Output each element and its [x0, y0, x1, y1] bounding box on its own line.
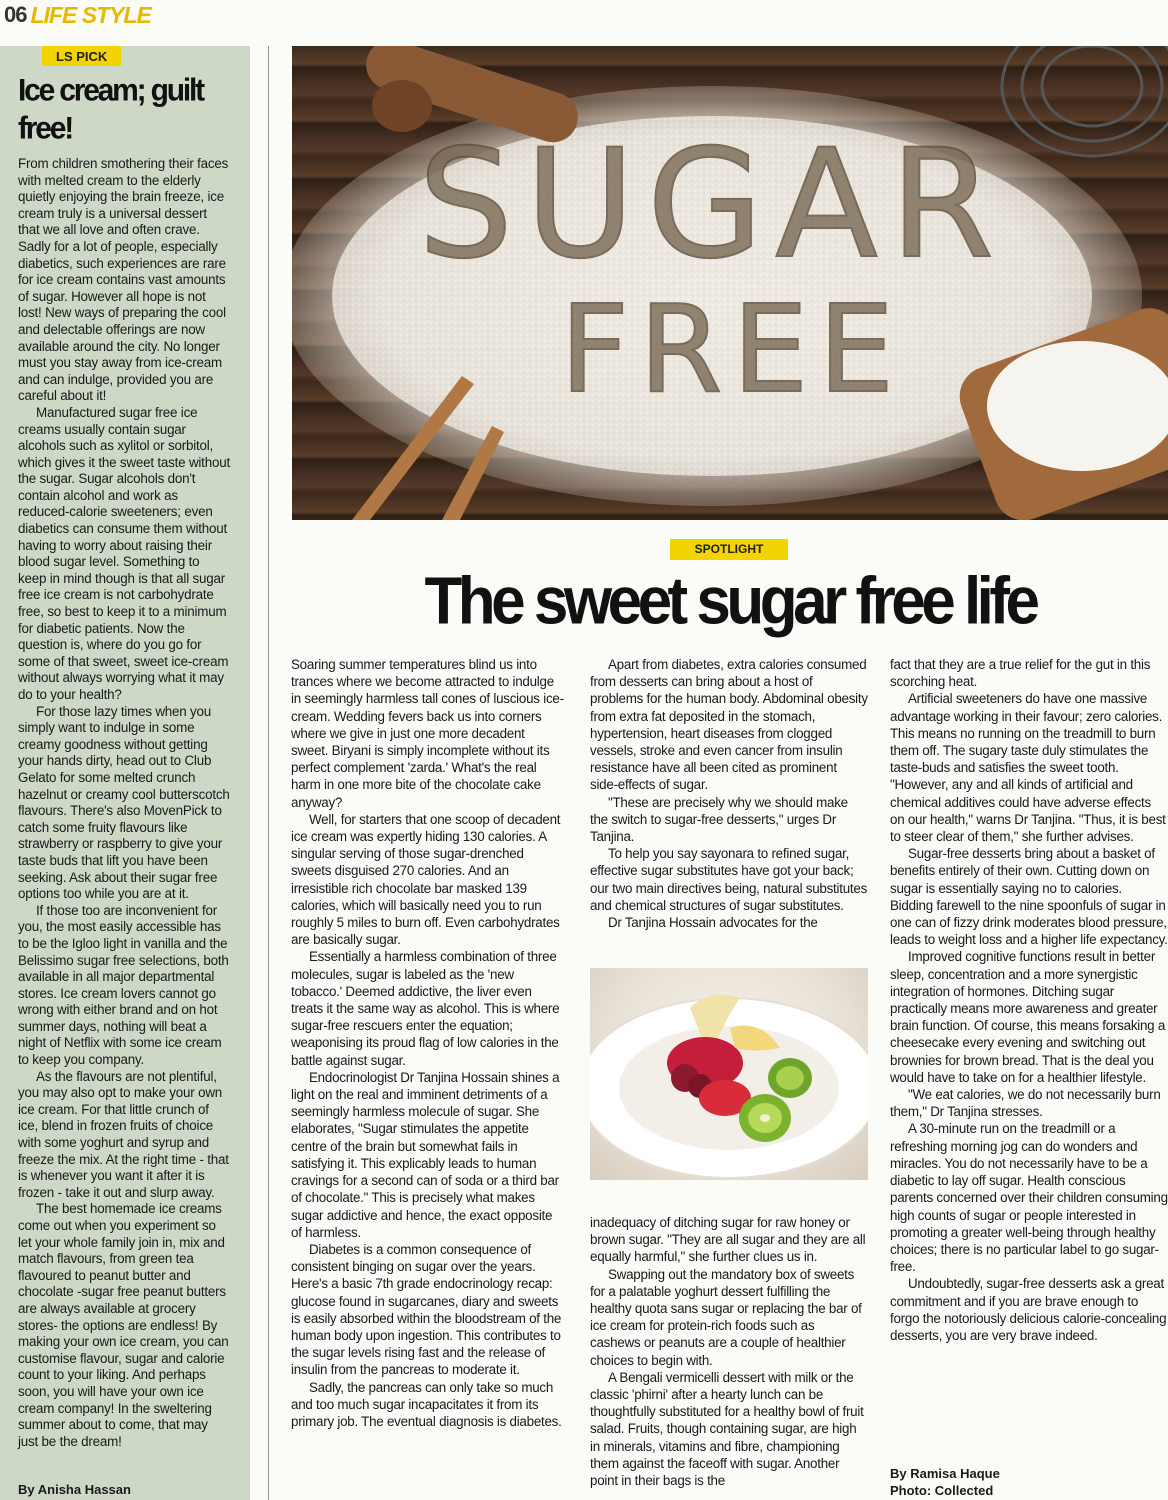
hero-word-free: FREE: [559, 281, 905, 420]
sidebar-paragraph: If those too are inconvenient for you, the most easily accessible has to be the Igloo light in vanilla and the Belissimo sugar free selections, both available in all major departmental stores. Ice cream lovers cannot go wrong with either brand and on hot summer days, nothing will beat a night of Netflix with some ice cream to keep you company.: [18, 902, 229, 1068]
article-paragraph: Well, for starters that one scoop of decadent ice cream was expertly hiding 130 calories. A singular serving of those sugar-drenched sweets disguised 270 calories. And an irresistible rich chocolate bar masked 139 calories, which will basically need you to run roughly 5 miles to burn off. Even carbohydrates are basically sugar.: [291, 811, 561, 948]
article-column-1: [291, 656, 565, 1500]
article-paragraph: Artificial sweeteners do have one massive advantage working in their favour; zero calories. This means no running on the treadmill to burn them off. The sugary taste duly stimulates the taste-buds and satisfies the sweet tooth. "However, any and all kinds of artificial and chemical additives could have adverse effects on our health," warns Dr Tanjina. "Thus, it is best to steer clear of them," she further advises.: [890, 691, 1166, 845]
fruit-salad-photo: [590, 968, 868, 1180]
sidebar-paragraph: From children smothering their faces with melted cream to the elderly quietly enjoying the brain freeze, ice cream truly is a universal dessert that we all love and often crave. Sadly for a lot of people, especially diabetics, such experiences are rare for ice cream contains vast amounts of sugar. However all hope is not lost! New ways of preparing the cool and delectable offerings are now available around the city. No longer must you stay away from ice-cream and can indulge, provided you are careful about it!: [18, 156, 229, 404]
sidebar-title: Ice cream; guilt free!: [18, 73, 203, 146]
article-paragraph: "These are precisely why we should make the switch to sugar-free desserts," urges Dr Tanjina.: [590, 794, 848, 845]
sidebar-paragraph: As the flavours are not plentiful, you may also opt to make your own ice cream. For that little crunch of ice, blend in frozen fruits of choice with some yoghurt and syrup and freeze the mix. At the right time - that is whenever you want it after it is frozen - take it out and slurp away.: [18, 1068, 229, 1200]
article-paragraph: Soaring summer temperatures blind us into trances where we become attracted to indulge in seemingly harmless tall cones of luscious ice-cream. Wedding fevers back us into corners where we give in just one more decadent sweet. Biryani is simply incomplete without its perfect complement 'zarda.' What's the real harm in one more bite of the chocolate cake anyway?: [291, 657, 564, 810]
hero-image-sugar-free: [292, 46, 1168, 520]
section-name: LIFE STYLE: [30, 1, 151, 28]
whisk-icon: [1002, 46, 1168, 156]
sidebar-paragraph: The best homemade ice creams come out when you experiment so let your whole family join in, mix and match flavours, from green tea flavoured to peanut butter and chocolate -sugar free peanut butters are always available at grocery stores- the options are endless! By making your own ice cream, you can customise flavour, sugar and calorie count to your liking. And perhaps soon, you will have your own ice cream company! In the sweltering summer about to come, that may just be the dream!: [18, 1201, 229, 1449]
sidebar-paragraph: For those lazy times when you simply want to indulge in some creamy goodness without getting your hands dirty, head out to Club Gelato for some melted crunch hazelnut or creamy cool butterscotch flavours. There's also MovenPick to catch some fruity flavours like strawberry or raspberry to give your taste buds that lift you have been seeking. Ask about their sugar free options too while you are at it.: [18, 703, 230, 902]
article-paragraph: Undoubtedly, sugar-free desserts ask a great commitment and if you are brave enough to forgo the notoriously delicious calorie-concealing desserts, you are very brave indeed.: [890, 1276, 1167, 1343]
article-paragraph: Endocrinologist Dr Tanjina Hossain shines a light on the real and imminent detriments of a seemingly harmless molecule of sugar. She elaborates, "Sugar stimulates the appetite centre of the brain but somewhat fails in satisfying it. This explicably leads to human cravings for a second can of soda or a third bar of chocolate." This is precisely what makes sugar addictive and hence, the exact opposite of harmless.: [291, 1069, 560, 1240]
article-paragraph: inadequacy of ditching sugar for raw honey or brown sugar. "They are all sugar and they are all equally harmful," she further clues us in.: [590, 1215, 866, 1265]
page-number: 06: [4, 2, 27, 27]
page-header: [0, 0, 1168, 30]
ls-pick-tag: LS PICK: [42, 46, 121, 66]
article-column-3: [890, 656, 1168, 1500]
article-paragraph: Diabetes is a common consequence of consistent binging on sugar over the years. Here's a basic 7th grade endocrinology recap: glucose found in sugarcanes, diary and sweets is easily absorbed within the bloodstream of the human body upon ingestion. This contributes to the sugar levels rising fast and the release of insulin from the pancreas to moderate it.: [291, 1241, 562, 1378]
fruit-salad-illustration: [590, 968, 868, 1180]
article-paragraph: Essentially a harmless combination of three molecules, sugar is labeled as the 'new tobacco.' Deemed addictive, the liver even treats it the same way as alcohol. This is where sugar-free rescuers enter the equation; weaponising its proud flag of low calories in the battle against sugar.: [291, 949, 560, 1068]
article-paragraph: "We eat calories, we do not necessarily burn them," Dr Tanjina stresses.: [890, 1087, 1161, 1120]
sidebar-paragraph: Manufactured sugar free ice creams usually contain sugar alcohols such as xylitol or sorbitol, which gives it the sweet taste without the sugar. Sugar alcohols don't contain alcohol and work as reduced-calorie sweeteners; even diabetics can consume them without having to worry about raising their blood sugar level. Something to keep in mind though is that all sugar free ice cream is not carbohydrate free, so best to keep it to a minimum for diabetic patients. Now the question is, where do you go for some of that sweet, sweet ice-cream without always worrying what it may do to your health?: [18, 404, 230, 702]
article-paragraph: A Bengali vermicelli dessert with milk or the classic 'phirni' after a hearty lunch can be thoughtfully substituted for a healthy bowl of fruit salad. Fruits, though containing sugar, are high in minerals, vitamins and fibre, championing them against the faceoff with sugar. Another point in their bags is the: [590, 1369, 864, 1489]
article-paragraph: Sugar-free desserts bring about a basket of benefits entirely of their own. Cutting down on sugar is essentially saying no to calories. Bidding farewell to the nine spoonfuls of sugar in one can of fizzy drink moderates blood pressure, leads to weight loss and a higher life expectancy.: [890, 846, 1168, 948]
hero-illustration: [292, 46, 1168, 520]
article-paragraph: Sadly, the pancreas can only take so much and too much sugar incapacitates it from its primary job. The eventual diagnosis is diabetes.: [291, 1379, 562, 1429]
article-paragraph: To help you say sayonara to refined sugar, effective sugar substitutes have got your back; our two main directives being, natural substitutes and chemical structures of sugar substitutes.: [590, 846, 868, 913]
column-divider: [268, 46, 269, 1500]
hero-word-sugar: SUGAR: [417, 118, 1007, 292]
spotlight-tag: SPOTLIGHT: [670, 539, 788, 560]
article-column-2-continued: [590, 1214, 868, 1500]
article-paragraph: fact that they are a true relief for the gut in this scorching heat.: [890, 657, 1151, 690]
sidebar-byline: By Anisha Hassan: [18, 1482, 131, 1498]
sidebar-body: [18, 156, 230, 1450]
article-credits: [890, 1465, 1000, 1499]
article-paragraph: A 30-minute run on the treadmill or a refreshing morning jog can do wonders and miracles. You do not necessarily have to be a diabetic to lay off sugar. Health conscious parents concerned over their children consuming high counts of sugar or people interested in promoting a greater well-being through healthy choices; there is no particular label to go sugar-free.: [890, 1121, 1168, 1275]
sidebar-ls-pick: [0, 46, 250, 1500]
article-paragraph: Improved cognitive functions result in better sleep, concentration and a more synergistic integration of hormones. Ditching sugar practically means more awareness and greater brain function. Of course, this means forsaking a cheesecake every evening and switching out brownies for brown bread. That is the deal you would have to take on for a healthier lifestyle.: [890, 949, 1166, 1085]
article-byline: By Ramisa Haque: [890, 1466, 1000, 1481]
article-paragraph: Swapping out the mandatory box of sweets for a palatable yoghurt dessert fulfilling the healthy quota sans sugar or replacing the bar of ice cream for protein-rich foods such as cashews or peanuts are a couple of healthier choices to begin with.: [590, 1266, 862, 1368]
article-column-2: [590, 656, 868, 948]
article-paragraph: Apart from diabetes, extra calories consumed from desserts can bring about a host of problems for the human body. Abdominal obesity from extra fat deposited in the stomach, hypertension, heart diseases from clogged vessels, stroke and even cancer from insulin resistance have all been cited as prominent side-effects of sugar.: [590, 657, 868, 793]
article-headline: The sweet sugar free life: [424, 564, 1036, 639]
article-paragraph: Dr Tanjina Hossain advocates for the: [608, 915, 818, 931]
photo-credit: Photo: Collected: [890, 1483, 994, 1498]
